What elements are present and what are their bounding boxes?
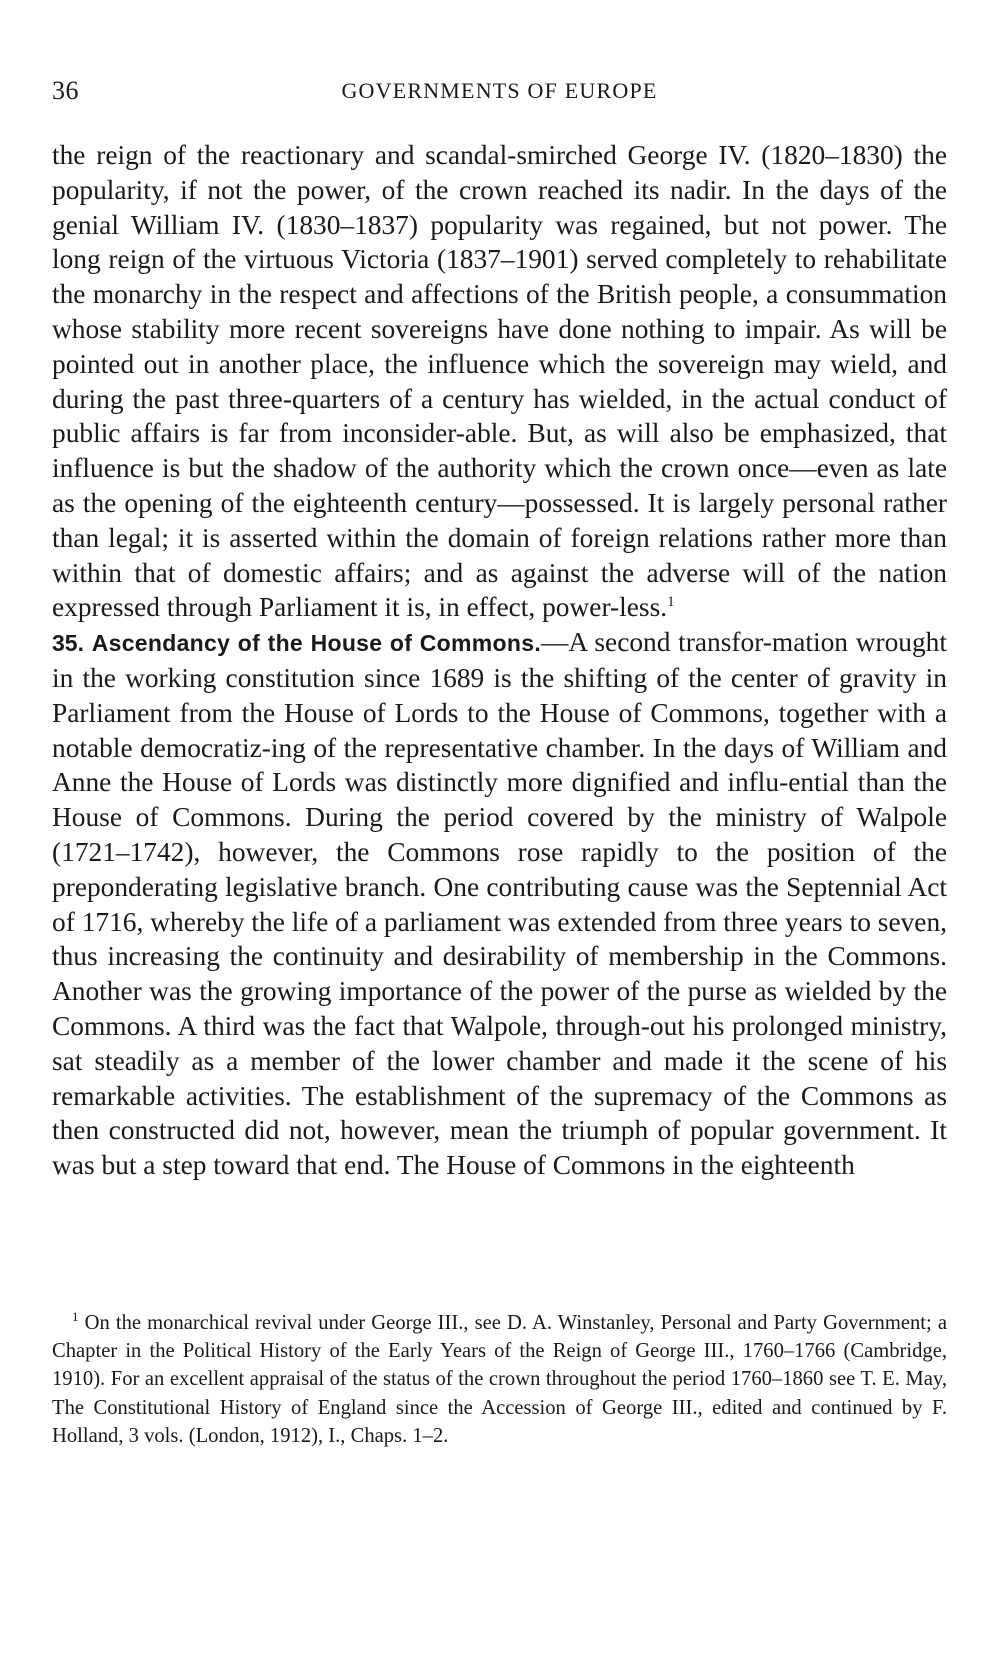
section-35-paragraph xyxy=(52,625,947,1183)
footnote-mark: 1 xyxy=(72,1309,79,1325)
running-head xyxy=(52,76,947,116)
footnote-1 xyxy=(52,1309,947,1450)
page-number: 36 xyxy=(52,76,79,105)
footnote-text: On the monarchical revival under George III., see D. A. Winstanley, Personal and Party Government; a Chapter in the Political History of the Early Years of the Reign of George III., 1760–1766 (Cambridge, 1910). For an excellent appraisal of the status of the crown throughout the period 1760–1860 see T. E. May, The Constitutional History of England since the Accession of George III., edited and continued by F. Holland, 3 vols. (London, 1912), I., Chaps. 1–2. xyxy=(52,1312,947,1447)
paragraph-1 xyxy=(52,138,947,625)
section-heading: Ascendancy of the House of Commons. xyxy=(91,630,542,657)
section-number: 35. xyxy=(52,630,84,657)
footnote-reference: 1 xyxy=(667,594,675,611)
paragraph-1-text: the reign of the reactionary and scandal-smirched George IV. (1820–1830) the popularity, if not the power, of the crown reached its nadir. In the days of the genial William IV. (1830–1837) popularity was regained, but not power. The long reign of the virtuous Victoria (1837–1901) served completely to rehabilitate the monarchy in the respect and affections of the British people, a consummation whose stability more recent sovereigns have done nothing to impair. As will be pointed out in another place, the influence which the sovereign may wield, and during the past three-quarters of a century has wielded, in the actual conduct of public affairs is far from inconsider-able. But, as will also be emphasized, that influence is but the shadow of the authority which the crown once—even as late as the opening of the eighteenth century—possessed. It is largely personal rather than legal; it is asserted within the domain of foreign relations rather more than within that of domestic affairs; and as against the adverse will of the nation expressed through Parliament it is, in effect, power-less. xyxy=(52,140,947,623)
running-title: GOVERNMENTS OF EUROPE xyxy=(341,78,658,103)
paragraph-2-text: —A second transfor-mation wrought in the working constitution since 1689 is the shifting of the center of gravity in Parliament from the House of Lords to the House of Commons, together with a notable democratiz-ing of the representative chamber. In the days of William and Anne the House of Lords was distinctly more dignified and influ-ential than the House of Commons. During the period covered by the ministry of Walpole (1721–1742), however, the Commons rose rapidly to the position of the preponderating legislative branch. One contributing cause was the Septennial Act of 1716, whereby the life of a parliament was extended from three years to seven, thus increasing the continuity and desirability of membership in the Commons. Another was the growing importance of the power of the purse as wielded by the Commons. A third was the fact that Walpole, through-out his prolonged ministry, sat steadily as a member of the lower chamber and made it the scene of his remarkable activities. The establishment of the supremacy of the Commons as then constructed did not, however, mean the triumph of popular government. It was but a step toward that end. The House of Commons in the eighteenth xyxy=(52,627,947,1181)
footnotes xyxy=(52,1309,947,1450)
body-text xyxy=(52,138,947,1183)
